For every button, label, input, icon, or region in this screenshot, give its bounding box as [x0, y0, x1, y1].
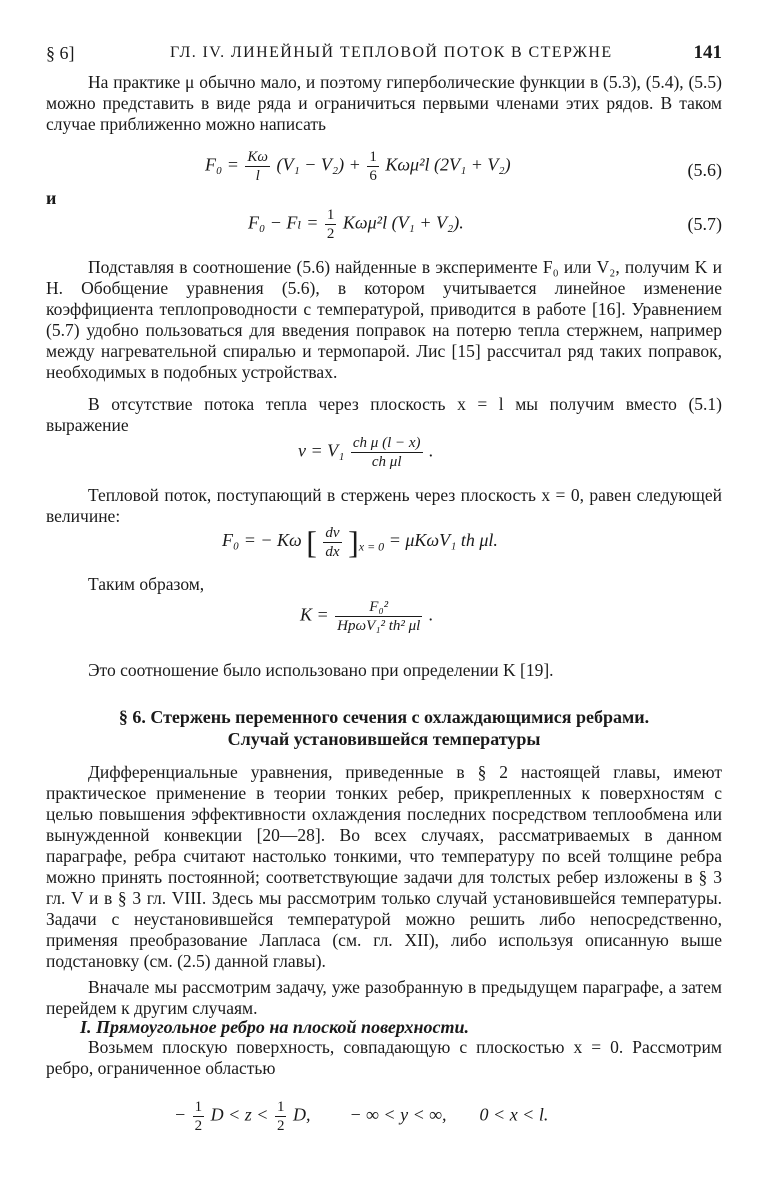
- eq57-frac-den: 2: [326, 226, 335, 242]
- section-6-heading-line1: § 6. Стержень переменного сечения с охлаждающимися ребрами.: [118, 707, 650, 727]
- region-part2: − ∞ < y < ∞,: [349, 1104, 447, 1125]
- eqk-lhs: K =: [300, 604, 329, 625]
- paragraph-differential-equations: Дифференциальные уравнения, приведенные в § 2 настоящей главы, имеют практическое применение в теории тонких ребер, прикрепленных к поверхностям с целью повышения эффективности охлаждения последних посредством теплообмена или вынужденной конвекции [20—28]. Во всех случаях, рассматриваемых в данном параграфе, ребра считают настолько тонкими, что температуру по всей толщине ребра можно принять постоянной; соответствующие задачи для толстых ребер изложены в § 3 гл. V и в § 3 гл. VIII. Здесь мы рассмотрим только случай установившейся температуры. Задачи с неустановившейся температурой можно решить либо непосредственно, применяя преобразование Лапласа (см. гл. XII), либо используя описанную выше подстановку (см. (2.5) данной главы).: [46, 762, 722, 971]
- region-fraction-2: [275, 1098, 287, 1135]
- eqk-frac-num: F₀²: [335, 598, 422, 617]
- region-frac1-den: 2: [194, 1118, 203, 1134]
- eq56-frac1-num: Kω: [247, 149, 269, 165]
- page-number: 141: [693, 42, 722, 63]
- eqf0-lhs: F₀ = − Kω: [222, 530, 302, 551]
- eqf0-rhs: = μKωV₁ th μl.: [388, 530, 498, 551]
- eq56-fraction-2: [367, 148, 379, 185]
- region-frac2-den: 2: [276, 1118, 285, 1134]
- eqv-tail: .: [429, 440, 434, 461]
- conjunction-and: и: [46, 188, 57, 208]
- running-head-section: § 6]: [46, 43, 75, 63]
- equation-k: [300, 598, 433, 635]
- paragraph-thus: Таким образом,: [88, 574, 205, 594]
- eq56-frac1-den: l: [255, 168, 260, 184]
- eqf0-fraction: [323, 524, 341, 561]
- eq56-fraction-1: [245, 148, 270, 185]
- paragraph-heat-flow: Тепловой поток, поступающий в стержень через плоскость x = 0, равен следующей величине:: [46, 485, 722, 526]
- equation-number-5-6: (5.6): [687, 160, 722, 180]
- equation-v: [298, 434, 434, 471]
- eqv-fraction: [351, 434, 423, 471]
- region-sign: −: [174, 1104, 187, 1125]
- eq57-rhs: Kωμ²l (V₁ + V₂).: [342, 212, 464, 233]
- eqf0-frac-den: dx: [325, 543, 340, 560]
- section-6-heading: [46, 706, 722, 750]
- running-head-title: ГЛ. IV. ЛИНЕЙНЫЙ ТЕПЛОВОЙ ПОТОК В СТЕРЖНЕ: [170, 44, 613, 61]
- eqf0-frac-num: dv: [325, 524, 340, 541]
- eqv-frac-den: ch μl: [371, 454, 402, 470]
- region-part1-end: D,: [292, 1104, 311, 1125]
- region-fraction-1: [193, 1098, 205, 1135]
- eqv-frac-num: ch μ (l − x): [352, 435, 421, 451]
- eqk-frac-den: HpωV₁² th² μl: [337, 618, 421, 634]
- region-frac1-num: 1: [194, 1099, 203, 1115]
- equation-5-7: [248, 206, 464, 243]
- paragraph-first-problem: Вначале мы рассмотрим задачу, уже разобранную в предыдущем параграфе, а затем перейдем к другим случаям.: [46, 977, 722, 1018]
- paragraph-relation-used: Это соотношение было использовано при определении K [19].: [88, 660, 554, 680]
- paragraph-no-flux: В отсутствие потока тепла через плоскость x = l мы получим вместо (5.1) выражение: [46, 394, 722, 435]
- eq57-lhs: F₀ − Fₗ =: [248, 212, 319, 233]
- eqf0-subscript: x = 0: [358, 539, 385, 554]
- eq56-frac2-num: 1: [369, 149, 377, 165]
- eqk-fraction: [335, 598, 422, 635]
- eq56-mid: (V₁ − V₂) +: [276, 154, 361, 175]
- eq57-frac-num: 1: [326, 207, 335, 223]
- equation-number-5-7: (5.7): [687, 214, 722, 234]
- eq56-lhs: F₀ =: [205, 154, 239, 175]
- paragraph-series-expansion: На практике μ обычно мало, и поэтому гиперболические функции в (5.3), (5.4), (5.5) можно представить в виде ряда и ограничиться первыми членами этих рядов. В таком случае приближенно можно написать: [46, 72, 722, 134]
- eq56-rhs: Kωμ²l (2V₁ + V₂): [385, 154, 511, 175]
- equation-region: [174, 1098, 548, 1135]
- eqv-lhs: v = V₁: [298, 440, 345, 461]
- section-6-heading-line2: Случай установившейся температуры: [227, 729, 541, 749]
- eqk-tail: .: [428, 604, 434, 625]
- right-bracket-icon: ]: [348, 524, 359, 560]
- paragraph-plane-surface: Возьмем плоскую поверхность, совпадающую с плоскостью x = 0. Рассмотрим ребро, ограниченное областью: [46, 1037, 722, 1078]
- equation-5-6: [205, 148, 511, 185]
- eq57-fraction: [325, 206, 337, 243]
- left-bracket-icon: [: [306, 524, 317, 560]
- eq56-frac2-den: 6: [369, 168, 377, 184]
- equation-f0: [222, 522, 498, 562]
- subsection-rectangular-fin: I. Прямоугольное ребро на плоской поверхности.: [80, 1017, 470, 1037]
- region-part1: D < z <: [210, 1104, 269, 1125]
- region-frac2-num: 1: [276, 1099, 285, 1115]
- region-part3: 0 < x < l.: [479, 1104, 549, 1125]
- paragraph-substitution: Подставляя в соотношение (5.6) найденные в эксперименте F₀ или V₂, получим K и H. Обобщение уравнения (5.6), в котором учитывается линейное изменение коэффициента теплопроводности с температурой, приводится в работе [16]. Уравнением (5.7) удобно пользоваться для введения поправок на потерю тепла стержнем, например между нагревательной спиралью и термопарой. Лис [15] рассчитал ряд таких поправок, необходимых в подобных устройствах.: [46, 257, 722, 382]
